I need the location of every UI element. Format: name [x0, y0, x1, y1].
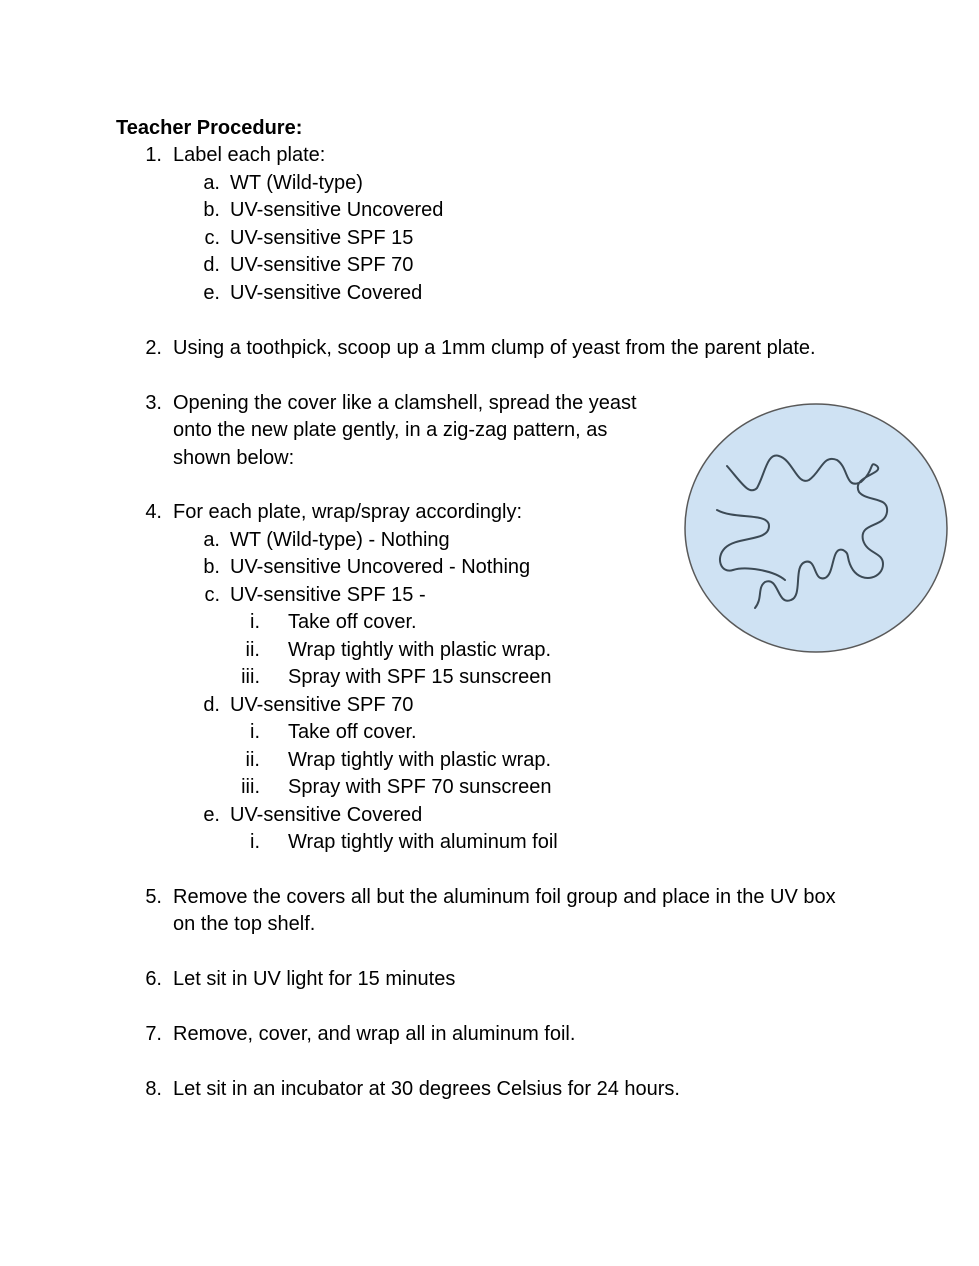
substep-text: UV-sensitive Covered [230, 282, 423, 304]
substep-marker: b. [203, 556, 220, 578]
substep-marker: b. [203, 199, 220, 221]
substep-marker: c. [204, 584, 220, 606]
step-text: Let sit in UV light for 15 minutes [173, 968, 456, 990]
step-marker: 5. [145, 886, 162, 908]
roman-text: Wrap tightly with plastic wrap. [288, 749, 552, 771]
substep-marker: e. [203, 282, 220, 304]
step-text: Remove, cover, and wrap all in aluminum foil. [173, 1023, 576, 1045]
roman-marker: iii. [241, 666, 260, 688]
step-marker: 6. [145, 968, 162, 990]
substep-text: UV-sensitive Uncovered [230, 199, 444, 221]
substep-text: WT (Wild-type) [230, 172, 363, 194]
roman-text: Spray with SPF 15 sunscreen [288, 666, 552, 688]
substep-marker: d. [203, 254, 220, 276]
step-marker: 3. [145, 392, 162, 414]
step-text-line: shown below: [173, 447, 295, 469]
substep-text: UV-sensitive SPF 70 [230, 694, 414, 716]
step-marker: 7. [145, 1023, 162, 1045]
substep-text: UV-sensitive SPF 15 - [230, 584, 426, 606]
plate-circle [685, 404, 947, 652]
roman-text: Spray with SPF 70 sunscreen [288, 776, 552, 798]
step-text: Using a toothpick, scoop up a 1mm clump of yeast from the parent plate. [173, 337, 816, 359]
roman-text: Wrap tightly with aluminum foil [288, 831, 558, 853]
roman-marker: i. [250, 611, 260, 633]
roman-text: Take off cover. [288, 611, 417, 633]
substep-marker: c. [204, 227, 220, 249]
substep-text: UV-sensitive SPF 15 [230, 227, 414, 249]
step-marker: 8. [145, 1078, 162, 1100]
step-marker: 4. [145, 501, 162, 523]
step-marker: 1. [145, 144, 162, 166]
roman-text: Wrap tightly with plastic wrap. [288, 639, 552, 661]
step-text: Label each plate: [173, 144, 326, 166]
roman-marker: i. [250, 831, 260, 853]
roman-marker: ii. [245, 749, 260, 771]
step-marker: 2. [145, 337, 162, 359]
roman-marker: i. [250, 721, 260, 743]
roman-marker: ii. [245, 639, 260, 661]
petri-plate-illustration [683, 402, 951, 656]
roman-text: Take off cover. [288, 721, 417, 743]
step-text-line: Remove the covers all but the aluminum foil group and place in the UV box [173, 886, 836, 908]
step-text: For each plate, wrap/spray accordingly: [173, 501, 523, 523]
substep-marker: a. [203, 529, 220, 551]
substep-text: UV-sensitive SPF 70 [230, 254, 414, 276]
step-text-line: on the top shelf. [173, 913, 316, 935]
substep-text: UV-sensitive Uncovered - Nothing [230, 556, 531, 578]
page-title: Teacher Procedure: [116, 117, 303, 139]
step-text: Let sit in an incubator at 30 degrees Celsius for 24 hours. [173, 1078, 680, 1100]
step-text-line: onto the new plate gently, in a zig-zag pattern, as [173, 419, 608, 441]
substep-marker: a. [203, 172, 220, 194]
substep-marker: e. [203, 804, 220, 826]
step-text-line: Opening the cover like a clamshell, spread the yeast [173, 392, 637, 414]
substep-text: WT (Wild-type) - Nothing [230, 529, 450, 551]
roman-marker: iii. [241, 776, 260, 798]
substep-text: UV-sensitive Covered [230, 804, 423, 826]
substep-marker: d. [203, 694, 220, 716]
